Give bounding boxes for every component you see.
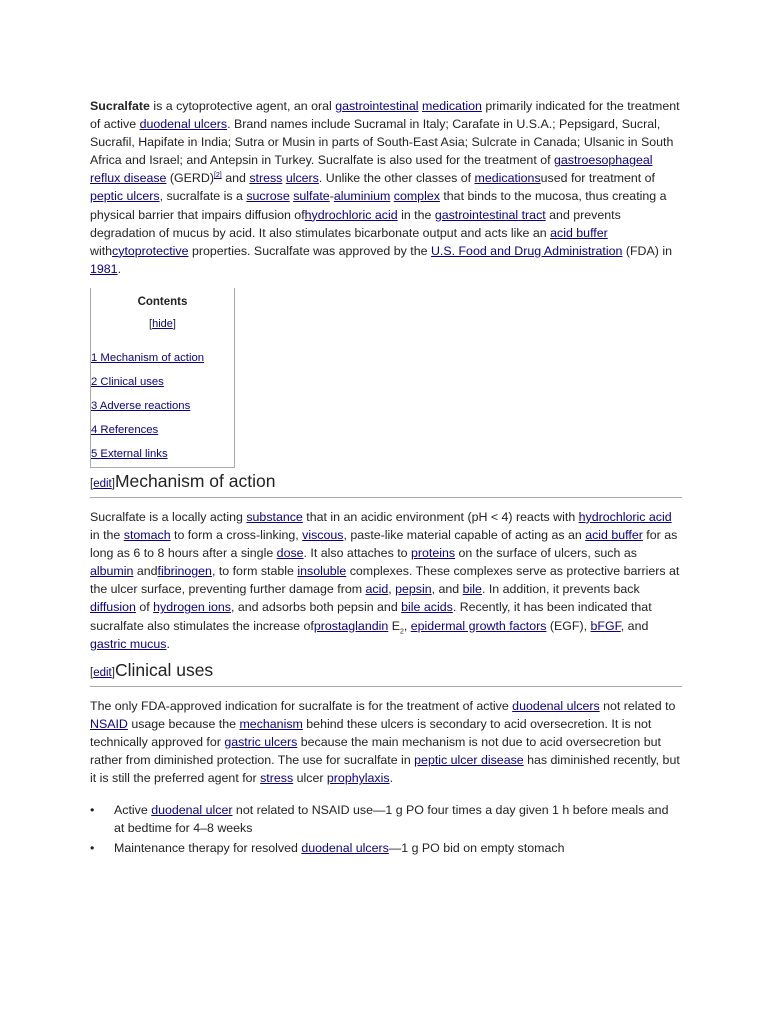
- wiki-link[interactable]: duodenal ulcers: [301, 841, 389, 856]
- toc-hide-toggle: [91, 318, 234, 330]
- text-run: and prevents degradation of mucus by acid. It also stimulates bicarbonate output and acts like an: [90, 207, 621, 240]
- text-run: , and: [620, 618, 649, 633]
- edit-link-wrapper: [90, 667, 115, 679]
- wiki-link[interactable]: NSAID: [90, 716, 128, 731]
- text-run: usage because the: [127, 716, 240, 731]
- wiki-link[interactable]: gastrointestinal tract: [434, 207, 546, 222]
- text-run: . In addition, it prevents back: [481, 582, 640, 597]
- wiki-link[interactable]: hydrogen ions: [153, 600, 231, 615]
- text-run: that binds to the mucosa, thus creating a physical barrier that impairs diffusion of: [90, 189, 667, 222]
- wiki-link[interactable]: sucrose: [246, 189, 290, 204]
- text-run: of: [135, 600, 154, 615]
- intro-paragraph: [90, 97, 682, 278]
- wiki-link[interactable]: aluminium: [333, 189, 391, 204]
- wiki-link[interactable]: gastroesophageal reflux disease: [90, 153, 653, 186]
- subscript: 2: [399, 627, 404, 635]
- text-run: -: [329, 189, 334, 204]
- text-run: , to form stable: [211, 564, 298, 579]
- toc-link-mechanism[interactable]: 1 Mechanism of action: [91, 351, 205, 364]
- wiki-link[interactable]: dose: [276, 546, 304, 561]
- wiki-link[interactable]: fibrinogen: [157, 564, 212, 579]
- bold-term: Sucralfate: [90, 99, 150, 113]
- edit-link-mechanism[interactable]: edit: [93, 477, 112, 490]
- text-run: in the: [397, 207, 435, 222]
- text-run: (GERD): [166, 171, 214, 186]
- toc-link-references[interactable]: 4 References: [91, 423, 159, 436]
- edit-close-bracket: ]: [111, 477, 115, 490]
- wiki-link[interactable]: diffusion: [90, 600, 136, 615]
- text-run: , paste-like material capable of acting as an: [343, 528, 586, 543]
- text-run: .: [389, 771, 394, 786]
- list-item: [90, 801, 682, 837]
- text-run: on the surface of ulcers, such as: [455, 546, 637, 561]
- wiki-link[interactable]: hydrochloric acid: [304, 207, 398, 222]
- text-run: . It also attaches to: [303, 546, 411, 561]
- wiki-link[interactable]: epidermal growth factors: [410, 618, 547, 633]
- wiki-link[interactable]: acid: [365, 582, 389, 597]
- wiki-link[interactable]: prophylaxis: [326, 771, 390, 786]
- text-run: The only FDA-approved indication for sucralfate is for the treatment of active: [90, 698, 513, 713]
- text-run: in the: [90, 528, 124, 543]
- wiki-link[interactable]: cytoprotective: [112, 243, 189, 258]
- toc-hide-link[interactable]: hide: [152, 317, 173, 330]
- text-run: E: [388, 618, 400, 633]
- text-run: . Unlike the other classes of: [318, 171, 475, 186]
- wiki-link[interactable]: bile: [462, 582, 482, 597]
- dosing-list: [90, 801, 682, 857]
- text-run: to form a cross-linking,: [170, 528, 303, 543]
- wiki-link[interactable]: bile acids: [401, 600, 453, 615]
- toc-hide-open-bracket: [: [149, 317, 153, 330]
- toc-link-clinical-uses[interactable]: 2 Clinical uses: [91, 375, 164, 388]
- text-run: is a cytoprotective agent, an oral: [149, 99, 336, 113]
- edit-link-wrapper: [90, 478, 115, 490]
- text-run: Active: [114, 803, 152, 818]
- wiki-link[interactable]: U.S. Food and Drug Administration: [430, 243, 623, 258]
- text-run: complexes. These complexes serve as protective barriers at the ulcer surface, preventing further damage from: [90, 564, 680, 597]
- wiki-link[interactable]: duodenal ulcers: [139, 117, 228, 132]
- toc-item: [91, 400, 234, 413]
- wiki-link[interactable]: ulcers: [285, 171, 319, 186]
- text-run: . Recently, it has been indicated that sucralfate also stimulates the increase of: [90, 600, 652, 633]
- wiki-link[interactable]: peptic ulcers: [90, 189, 160, 204]
- text-run: that in an acidic environment (pH < 4) reacts with: [302, 509, 579, 524]
- wiki-link[interactable]: duodenal ulcers: [512, 698, 600, 713]
- wiki-link[interactable]: stomach: [123, 528, 171, 543]
- toc-item: [91, 352, 234, 365]
- wiki-link[interactable]: bFGF: [590, 618, 621, 633]
- toc-link-adverse-reactions[interactable]: 3 Adverse reactions: [91, 399, 191, 412]
- mechanism-paragraph: [90, 508, 682, 653]
- text-run: Maintenance therapy for resolved: [114, 841, 302, 856]
- text-run: behind these ulcers is secondary to acid oversecretion. It is not technically approved for: [90, 716, 652, 749]
- text-run: for as long as 6 to 8 hours after a single: [90, 528, 678, 561]
- text-run: .: [117, 261, 122, 276]
- wiki-link[interactable]: peptic ulcer disease: [414, 752, 524, 767]
- edit-close-bracket: ]: [111, 666, 115, 679]
- text-run: Sucralfate is a locally acting: [90, 509, 247, 524]
- wiki-link[interactable]: duodenal ulcer: [151, 803, 233, 818]
- wiki-link[interactable]: gastric ulcers: [224, 734, 298, 749]
- wiki-link[interactable]: mechanism: [239, 716, 303, 731]
- section-title-clinical-uses: Clinical uses: [114, 659, 214, 680]
- wiki-link[interactable]: stress: [249, 171, 283, 186]
- toc-link-external-links[interactable]: 5 External links: [91, 447, 168, 460]
- wiki-link[interactable]: gastric mucus: [90, 636, 167, 651]
- toc-item: [91, 424, 234, 437]
- text-run: (FDA) in: [622, 243, 672, 258]
- wiki-link[interactable]: acid buffer: [585, 528, 643, 543]
- edit-link-clinical-uses[interactable]: edit: [93, 666, 112, 679]
- wiki-link[interactable]: stress: [260, 771, 294, 786]
- text-run: used for treatment of: [540, 171, 655, 186]
- text-run: , sucralfate is a: [159, 189, 247, 204]
- wiki-link[interactable]: pepsin: [395, 582, 432, 597]
- wiki-link[interactable]: albumin: [90, 564, 134, 579]
- text-run: and: [221, 171, 250, 186]
- wiki-link[interactable]: 1981: [90, 261, 118, 276]
- wiki-link[interactable]: acid buffer: [550, 225, 608, 240]
- text-run: primarily indicated for the treatment of active: [90, 99, 680, 132]
- text-run: .: [166, 636, 170, 651]
- wiki-link[interactable]: gastrointestinal: [335, 99, 419, 113]
- text-run: . Brand names include Sucramal in Italy; Carafate in U.S.A.; Pepsigard, Sucral, Sucrafil, Hapifate in India; Sutra or Musin in parts of South-East Asia; Sulcrate in Canada; Ulsanic in South Africa and Israel; and Antepsin in Turkey. Sucralfate is also used for the treatment of: [90, 117, 674, 168]
- wiki-link[interactable]: medication: [422, 99, 482, 113]
- text-run: (EGF),: [546, 618, 591, 633]
- wiki-link[interactable]: insoluble: [297, 564, 347, 579]
- citation: [214, 172, 222, 179]
- wiki-link[interactable]: hydrochloric acid: [578, 509, 672, 524]
- toc-hide-close-bracket: ]: [172, 317, 176, 330]
- edit-open-bracket: [: [90, 477, 94, 490]
- wiki-link[interactable]: proteins: [411, 546, 456, 561]
- text-run: with: [90, 243, 113, 258]
- toc-title: Contents: [137, 295, 188, 308]
- toc-list: [91, 352, 234, 461]
- wiki-link[interactable]: sulfate: [293, 189, 330, 204]
- wiki-link[interactable]: medications: [474, 171, 541, 186]
- edit-open-bracket: [: [90, 666, 94, 679]
- clinical-uses-paragraph: [90, 697, 682, 787]
- toc-item: [91, 448, 234, 461]
- text-run: not related to NSAID use—1 g PO four times a day given 1 h before meals and at bedtime for 4–8 weeks: [114, 803, 669, 836]
- section-title-mechanism: Mechanism of action: [114, 470, 276, 491]
- text-run: and: [133, 564, 158, 579]
- text-run: ,: [403, 618, 411, 633]
- article: [90, 97, 682, 859]
- text-run: not related to: [599, 698, 676, 713]
- wiki-link[interactable]: substance: [246, 509, 303, 524]
- section-heading-clinical-uses: [90, 659, 682, 687]
- text-run: , and: [431, 582, 463, 597]
- table-of-contents: [90, 288, 235, 468]
- section-heading-mechanism: [90, 470, 682, 498]
- wiki-link[interactable]: complex: [393, 189, 440, 204]
- text-run: ulcer: [293, 771, 327, 786]
- text-run: properties. Sucralfate was approved by the: [188, 243, 431, 258]
- citation-link[interactable]: [2]: [213, 172, 222, 180]
- toc-item: [91, 376, 234, 389]
- wiki-link[interactable]: viscous: [302, 528, 344, 543]
- text-run: —1 g PO bid on empty stomach: [388, 841, 565, 856]
- text-run: has diminished recently, but it is still the preferred agent for: [90, 752, 680, 786]
- text-run: , and adsorbs both pepsin and: [231, 600, 402, 615]
- list-item: [90, 839, 682, 857]
- text-run: because the main mechanism is not due to acid oversecretion but rather from diminished protection. The use for sucralfate in: [90, 734, 661, 767]
- wiki-link[interactable]: prostaglandin: [313, 618, 389, 633]
- text-run: ,: [388, 582, 396, 597]
